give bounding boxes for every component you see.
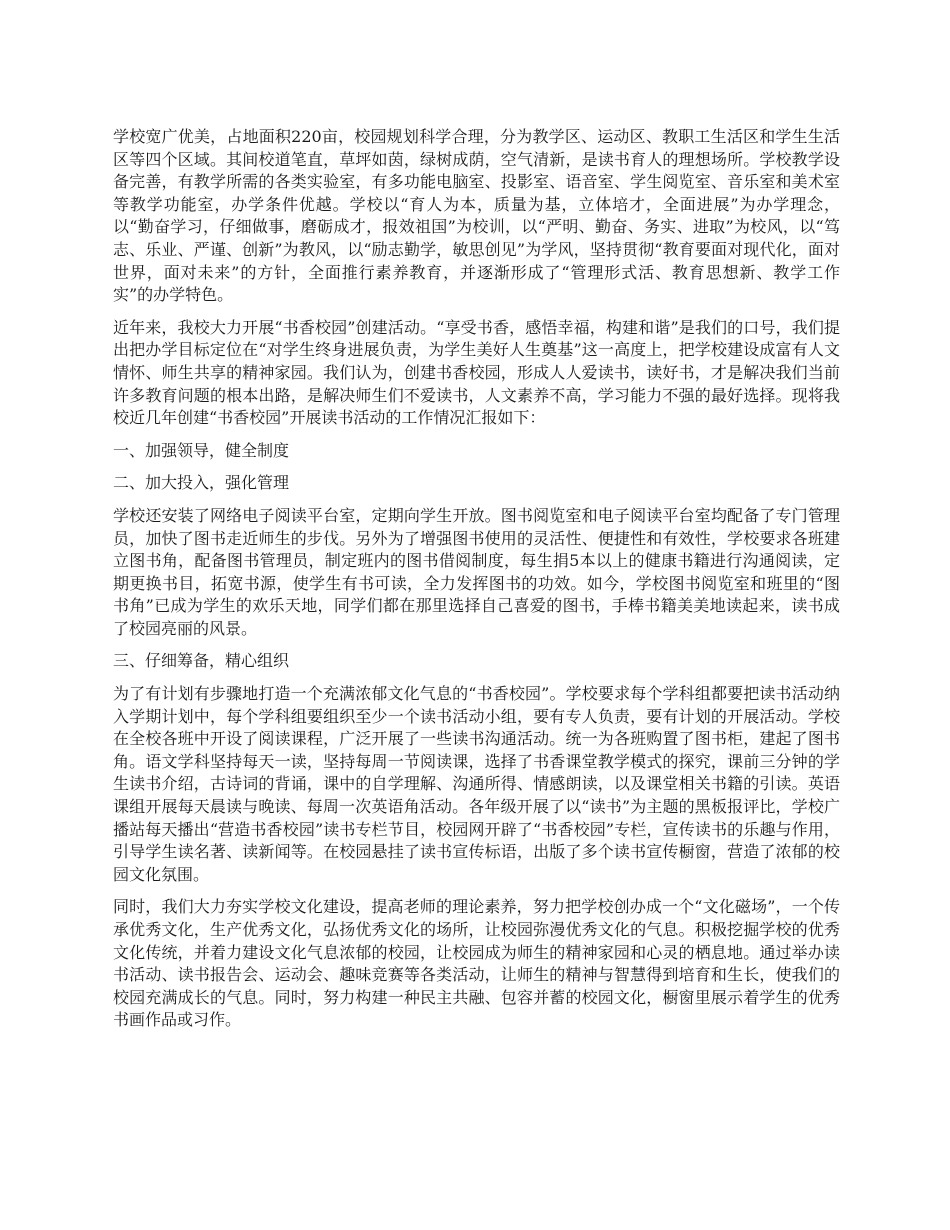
section-heading-3: 三、仔细筹备，精心组织 bbox=[113, 651, 290, 671]
document-page bbox=[113, 126, 840, 1042]
paragraph-campus-overview: 学校宽广优美，占地面积220亩，校园规划科学合理，分为教学区、运动区、教职工生活区和学生生活区等四个区域。其间校道笔直，草坪如茵，绿树成荫，空气清新，是读书育人的理想场所。学校教学设备完善，有教学所需的各类实验室，有多功能电脑室、投影室、语音室、学生阅览室、音乐室和美术室等教学功能室，办学条件优越。学校以“育人为本，质量为基，立体培才，全面进展”为办学理念，以“勤奋学习，仔细做事，磨砺成才，报效祖国”为校训，以“严明、勤奋、务实、进取”为校风，以“笃志、乐业、严谨、创新”为教风，以“励志勤学，敏思创见”为学风，坚持贯彻“教育要面对现代化，面对世界，面对未来”的方针，全面推行素养教育，并逐渐形成了“管理形式活、教育思想新、教学工作实”的办学特色。 bbox=[113, 127, 840, 305]
paragraph-scholarly-campus-intro: 近年来，我校大力开展“书香校园”创建活动。“享受书香，感悟幸福，构建和谐”是我们的口号，我们提出把办学目标定位在“对学生终身进展负责，为学生美好人生奠基”这一高度上，把学校建设成富有人文情怀、师生共享的精神家园。我们认为，创建书香校园，形成人人爱读书，读好书，才是解决我们当前许多教育问题的根本出路，是解决师生们不爱读书，人文素养不高，学习能力不强的最好选择。现将我校近几年创建“书香校园”开展读书活动的工作情况汇报如下： bbox=[113, 317, 840, 428]
section-heading-1: 一、加强领导，健全制度 bbox=[113, 440, 290, 460]
section-heading-2: 二、加大投入，强化管理 bbox=[113, 473, 290, 493]
paragraph-organization: 为了有计划有步骤地打造一个充满浓郁文化气息的“书香校园”。学校要求每个学科组都要把读书活动纳入学期计划中，每个学科组要组织至少一个读书活动小组，要有专人负责，要有计划的开展活动。学校在全校各班中开设了阅读课程，广泛开展了一些读书沟通活动。统一为各班购置了图书柜，建起了图书角。语文学科坚持每天一读，坚持每周一节阅读课，选择了书香课堂教学模式的探究，课前三分钟的学生读书介绍，古诗词的背诵，课中的自学理解、沟通所得、情感朗读，以及课堂相关书籍的引读。英语课组开展每天晨读与晚读、每周一次英语角活动。各年级开展了以“读书”为主题的黑板报评比，学校广播站每天播出“营造书香校园”读书专栏节目，校园网开辟了“书香校园”专栏，宣传读书的乐趣与作用，引导学生读名著、读新闻等。在校园悬挂了读书宣传标语，出版了多个读书宣传橱窗，营造了浓郁的校园文化氛围。 bbox=[113, 684, 840, 884]
paragraph-culture-building: 同时，我们大力夯实学校文化建设，提高老师的理论素养，努力把学校创办成一个“文化磁场”，一个传承优秀文化，生产优秀文化，弘扬优秀文化的场所，让校园弥漫优秀文化的气息。积极挖掘学校的优秀文化传统，并着力建设文化气息浓郁的校园，让校园成为师生的精神家园和心灵的栖息地。通过举办读书活动、读书报告会、运动会、趣味竞赛等各类活动，让师生的精神与智慧得到培育和生长，使我们的校园充满成长的气息。同时，努力构建一种民主共融、包容并蓄的校园文化，橱窗里展示着学生的优秀书画作品或习作。 bbox=[113, 897, 840, 1030]
paragraph-investment-management: 学校还安装了网络电子阅读平台室，定期向学生开放。图书阅览室和电子阅读平台室均配备了专门管理员，加快了图书走近师生的步伐。另外为了增强图书使用的灵活性、便捷性和有效性，学校要求各班建立图书角，配备图书管理员，制定班内的图书借阅制度，每生捐5本以上的健康书籍进行沟通阅读，定期更换书目，拓宽书源，使学生有书可读，全力发挥图书的功效。如今，学校图书阅览室和班里的“图书角”已成为学生的欢乐天地，同学们都在那里选择自己喜爱的图书，手棒书籍美美地读起来，读书成了校园亮丽的风景。 bbox=[113, 505, 840, 638]
